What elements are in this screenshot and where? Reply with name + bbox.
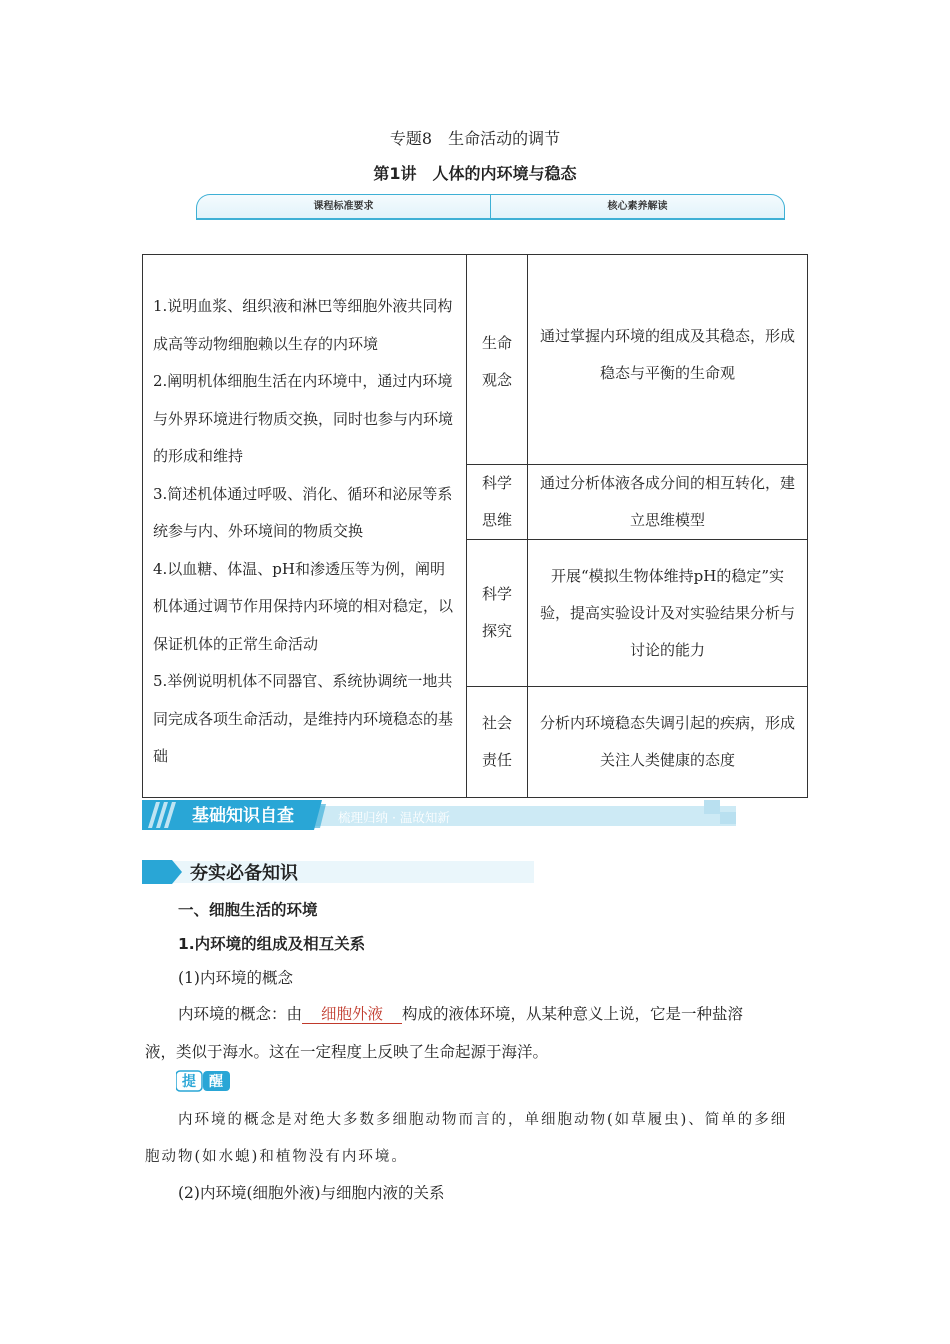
literacy-name-line: 思维: [481, 511, 512, 529]
topic-title: 专题8 生命活动的调节: [389, 129, 561, 148]
tip-char-1: 提: [182, 1074, 196, 1090]
heading-2: [178, 932, 840, 954]
literacy-desc: 通过分析体液各成分间的相互转化，建立思维模型: [528, 465, 808, 540]
literacy-name-line: 责任: [481, 751, 512, 769]
standards-header: [196, 194, 785, 220]
literacy-desc: 分析内环境稳态失调引起的疾病，形成关注人类健康的态度: [528, 687, 808, 798]
banner-subtitle: 梳理归纳 · 温故知新: [338, 810, 450, 825]
requirement-item: 3.简述机体通过呼吸、消化、循环和泌尿等系统参与内、外环境间的物质交换: [153, 484, 453, 540]
literacy-name: [467, 255, 528, 465]
tip-badge: [176, 1070, 230, 1092]
concept-prefix: 内环境的概念：由: [178, 1005, 303, 1023]
requirement-item: 5.举例说明机体不同器官、系统协调统一地共同完成各项生命活动，是维持内环境稳态的基础: [153, 672, 454, 765]
tip-char-2: 醒: [209, 1074, 223, 1090]
concept-suffix: 构成的液体环境，从某种意义上说，它是一种盐溶: [402, 1005, 744, 1023]
tip-line-2: 胞动物(如水螅)和植物没有内环境。: [145, 1149, 408, 1165]
heading-2-text: 1.内环境的组成及相互关系: [178, 935, 366, 953]
literacy-name: [467, 687, 528, 798]
literacy-desc: 通过掌握内环境的组成及其稳态，形成稳态与平衡的生命观: [528, 255, 808, 465]
subsection-title: 夯实必备知识: [190, 863, 298, 884]
requirement-item: 1.说明血浆、组织液和淋巴等细胞外液共同构成高等动物细胞赖以生存的内环境: [153, 297, 453, 353]
subsection-banner: [142, 860, 534, 884]
standards-header-left: 课程标准要求: [197, 195, 491, 218]
requirement-item: 2.阐明机体细胞生活在内环境中，通过内环境与外界环境进行物质交换，同时也参与内环境的形成和维持: [153, 372, 454, 465]
paragraph-concept-line1: [178, 1002, 807, 1024]
literacy-name: [467, 465, 528, 540]
literacy-name-line: 科学: [481, 585, 512, 603]
standards-table: [142, 254, 808, 798]
literacy-name-line: 探究: [481, 622, 512, 640]
heading-1: 一、细胞生活的环境: [178, 901, 318, 919]
section-banner: [142, 800, 736, 830]
answer-blank: 细胞外液: [302, 1005, 402, 1024]
requirement-item: 4.以血糖、体温、pH和渗透压等为例，阐明机体通过调节作用保持内环境的相对稳定，以保证机体的正常生命活动: [153, 559, 454, 653]
paragraph-concept-line2: 液，类似于海水。这在一定程度上反映了生命起源于海洋。: [145, 1043, 549, 1061]
standards-header-right: 核心素养解读: [607, 201, 668, 212]
literacy-name-line: 观念: [481, 371, 512, 389]
lecture-title: 第1讲 人体的内环境与稳态: [373, 164, 577, 183]
requirements-cell: [143, 255, 467, 798]
literacy-name-line: 社会: [481, 714, 512, 732]
heading-3: (1)内环境的概念: [178, 969, 293, 987]
literacy-name: [467, 540, 528, 687]
literacy-name-line: 科学: [481, 474, 512, 492]
tip-line-1: 内环境的概念是对绝大多数多细胞动物而言的，单细胞动物(如草履虫)、简单的多细: [178, 1112, 788, 1128]
banner-title: 基础知识自查: [192, 806, 294, 826]
literacy-name-line: 生命: [481, 334, 512, 352]
literacy-desc: 开展“模拟生物体维持pH的稳定”实验，提高实验设计及对实验结果分析与讨论的能力: [528, 540, 808, 687]
heading-4: (2)内环境(细胞外液)与细胞内液的关系: [178, 1184, 445, 1202]
